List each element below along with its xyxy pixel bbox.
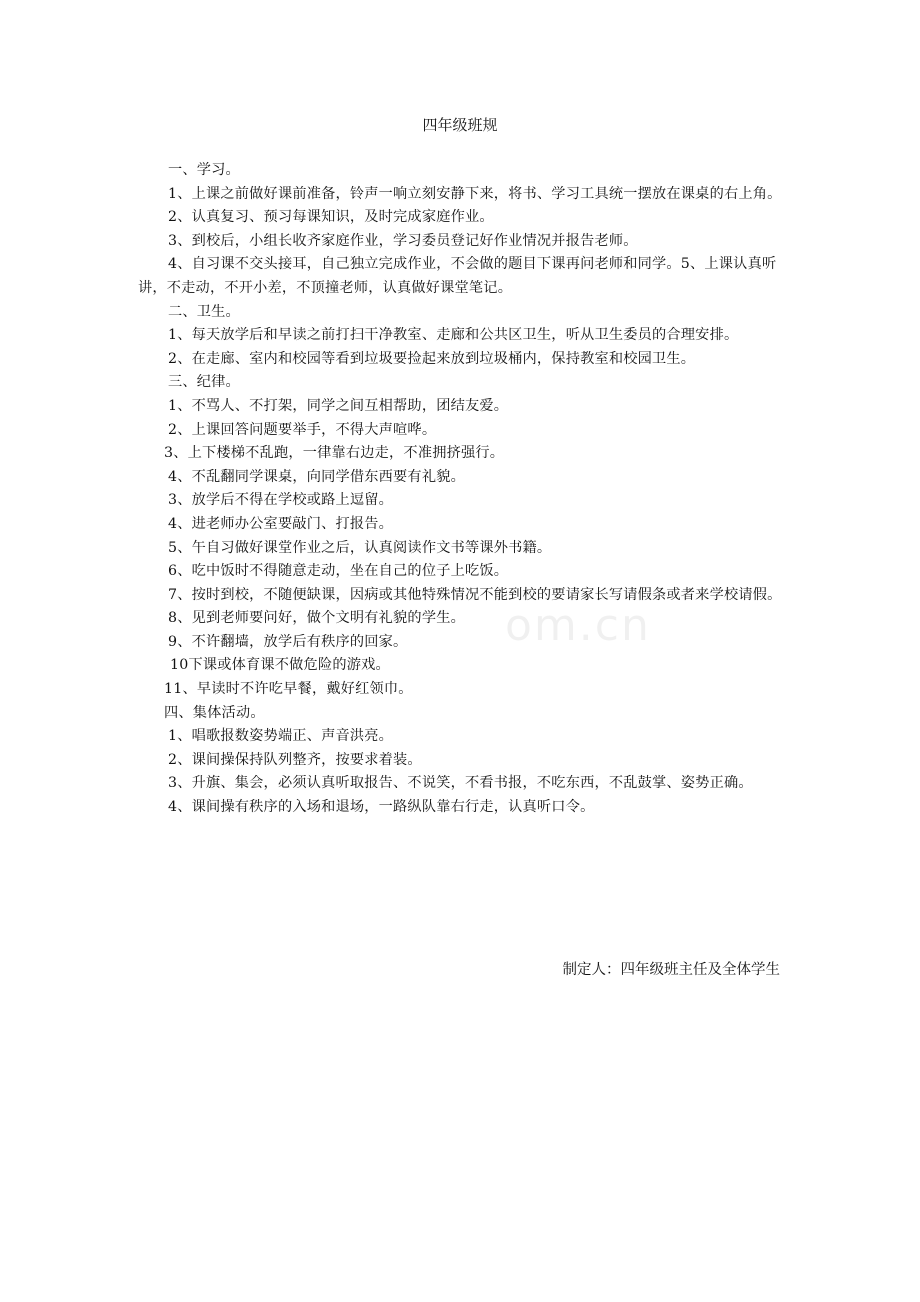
section-heading: 二、卫生。 (168, 303, 240, 320)
rule-item: 11、早读时不许吃早餐，戴好红领巾。 (164, 681, 413, 698)
rule-item: 3、放学后不得在学校或路上逗留。 (168, 492, 394, 509)
rule-item: 10下课或体育课不做危险的游戏。 (170, 657, 390, 674)
document-body (138, 159, 786, 820)
rule-item: 7、按时到校，不随便缺课，因病或其他特殊情况不能到校的要请家长写请假条或者来学校请假。 (168, 586, 782, 603)
rule-item: 4、进老师办公室要敲门、打报告。 (168, 515, 394, 532)
rule-item: 2、在走廊、室内和校园等看到垃圾要捡起来放到垃圾桶内，保持教室和校园卫生。 (168, 350, 696, 367)
rule-item: 2、认真复习、预习每课知识，及时完成家庭作业。 (168, 209, 494, 226)
rule-item: 2、课间操保持队列整齐，按要求着装。 (168, 751, 422, 768)
rule-item: 8、见到老师要问好，做个文明有礼貌的学生。 (168, 610, 465, 627)
watermark-text: om.cn (505, 600, 651, 651)
rule-item: 5、午自习做好课堂作业之后，认真阅读作文书等课外书籍。 (168, 539, 552, 556)
signature-line: 制定人：四年级班主任及全体学生 (562, 962, 780, 978)
rule-item: 4、自习课不交头接耳，自己独立完成作业，不会做的题目下课再问老师和同学。5、上课认真听讲，不走动，不开小差，不顶撞老师，认真做好课堂笔记。 (138, 256, 777, 296)
rule-item: 4、不乱翻同学课桌，向同学借东西要有礼貌。 (168, 468, 465, 485)
section-heading: 三、纪律。 (168, 374, 240, 391)
rule-item: 1、上课之前做好课前准备，铃声一响立刻安静下来，将书、学习工具统一摆放在课桌的右上角。 (168, 185, 782, 202)
document-title: 四年级班规 (422, 116, 498, 134)
rule-item: 6、吃中饭时不得随意走动，坐在自己的位子上吃饭。 (168, 563, 509, 580)
rule-item: 四、集体活动。 (164, 704, 265, 721)
section-heading: 一、学习。 (168, 162, 240, 178)
rule-item: 3、到校后，小组长收齐家庭作业，学习委员登记好作业情况并报告老师。 (168, 232, 638, 249)
rule-item: 1、每天放学后和早读之前打扫干净教室、走廊和公共区卫生，听从卫生委员的合理安排。 (168, 327, 739, 344)
rule-item: 1、不骂人、不打架，同学之间互相帮助，团结友爱。 (168, 397, 509, 414)
rule-item: 2、上课回答问题要举手，不得大声喧哗。 (168, 421, 437, 438)
rule-item: 3、上下楼梯不乱跑，一律靠右边走，不准拥挤强行。 (164, 445, 505, 462)
rule-item: 4、课间操有秩序的入场和退场，一路纵队靠右行走，认真听口令。 (168, 799, 595, 816)
rule-item: 3、升旗、集会，必须认真听取报告、不说笑，不看书报，不吃东西，不乱鼓掌、姿势正确。 (168, 775, 753, 792)
rule-item: 1、唱歌报数姿势端正、声音洪亮。 (168, 728, 394, 745)
rule-item: 9、不许翻墙，放学后有秩序的回家。 (168, 633, 408, 650)
